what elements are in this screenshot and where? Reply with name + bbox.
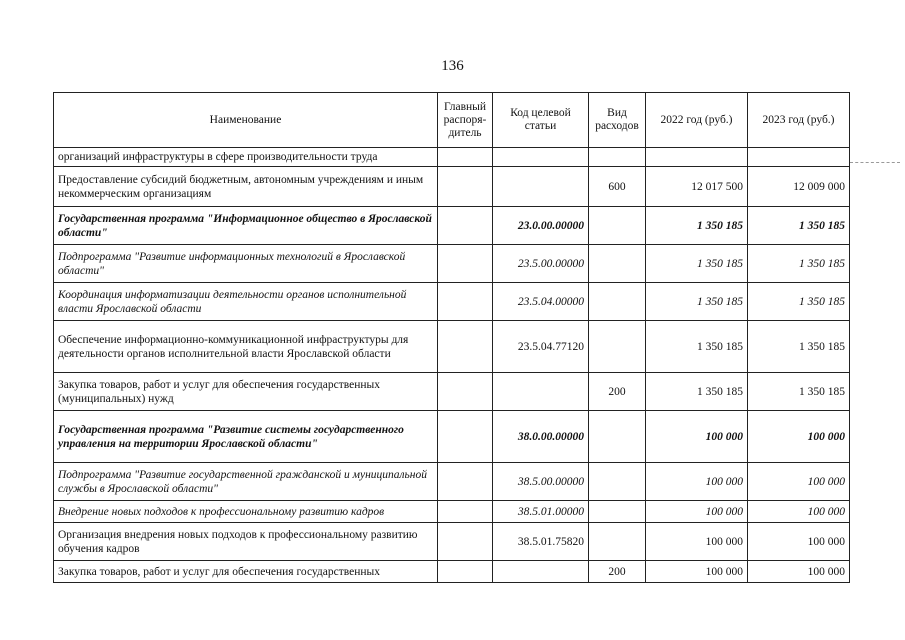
cell-code [493, 561, 589, 583]
table-row [54, 373, 850, 411]
cell-name: Внедрение новых подходов к профессиональному развитию кадров [54, 501, 438, 523]
cell-2022: 1 350 185 [646, 321, 748, 373]
cell-admin [438, 523, 493, 561]
cell-code: 38.5.01.00000 [493, 501, 589, 523]
cell-name: Закупка товаров, работ и услуг для обеспечения государственных [54, 561, 438, 583]
cell-2022: 100 000 [646, 411, 748, 463]
cell-kind: 600 [589, 167, 646, 207]
cell-name: Подпрограмма "Развитие информационных технологий в Ярославской области" [54, 245, 438, 283]
cell-name: организаций инфраструктуры в сфере производительности труда [54, 148, 438, 167]
cell-code: 38.0.00.00000 [493, 411, 589, 463]
cell-2023: 100 000 [748, 463, 850, 501]
cell-kind [589, 523, 646, 561]
budget-table [53, 92, 850, 583]
cell-2023: 1 350 185 [748, 245, 850, 283]
cell-admin [438, 411, 493, 463]
cell-2023: 1 350 185 [748, 321, 850, 373]
cell-name: Закупка товаров, работ и услуг для обеспечения государственных (муниципальных) нужд [54, 373, 438, 411]
header-2022: 2022 год (руб.) [646, 93, 748, 148]
cell-name: Организация внедрения новых подходов к профессиональному развитию обучения кадров [54, 523, 438, 561]
cell-name: Государственная программа "Информационное общество в Ярославской области" [54, 207, 438, 245]
cell-name: Предоставление субсидий бюджетным, автономным учреждениям и иным некоммерческим организациям [54, 167, 438, 207]
cell-2022: 1 350 185 [646, 245, 748, 283]
table-row [54, 207, 850, 245]
cell-2023: 100 000 [748, 501, 850, 523]
cell-admin [438, 245, 493, 283]
cell-2022: 100 000 [646, 501, 748, 523]
cell-2023: 100 000 [748, 561, 850, 583]
cell-2022: 12 017 500 [646, 167, 748, 207]
cell-kind [589, 411, 646, 463]
cell-2022 [646, 148, 748, 167]
table-header-row [54, 93, 850, 148]
cell-2023: 1 350 185 [748, 207, 850, 245]
cell-name: Государственная программа "Развитие системы государственного управления на территории Ярославской области" [54, 411, 438, 463]
cell-name: Обеспечение информационно-коммуникационной инфраструктуры для деятельности органов исполнительной власти Ярославской области [54, 321, 438, 373]
cell-admin [438, 463, 493, 501]
table-row [54, 245, 850, 283]
table-row [54, 561, 850, 583]
cell-code [493, 167, 589, 207]
continuation-dash-line [850, 162, 900, 163]
cell-admin [438, 501, 493, 523]
cell-kind [589, 501, 646, 523]
cell-2022: 1 350 185 [646, 283, 748, 321]
cell-2023: 100 000 [748, 523, 850, 561]
table-row [54, 283, 850, 321]
cell-kind [589, 283, 646, 321]
cell-kind [589, 207, 646, 245]
cell-code: 23.5.04.77120 [493, 321, 589, 373]
cell-2022: 1 350 185 [646, 207, 748, 245]
table-row [54, 523, 850, 561]
table-row [54, 148, 850, 167]
table-row [54, 167, 850, 207]
header-2023: 2023 год (руб.) [748, 93, 850, 148]
cell-2022: 100 000 [646, 463, 748, 501]
cell-code: 38.5.01.75820 [493, 523, 589, 561]
cell-2023: 100 000 [748, 411, 850, 463]
cell-2023: 1 350 185 [748, 373, 850, 411]
header-code: Код целевой статьи [493, 93, 589, 148]
header-admin: Главный распоря-дитель [438, 93, 493, 148]
cell-code [493, 373, 589, 411]
cell-kind: 200 [589, 373, 646, 411]
cell-2022: 1 350 185 [646, 373, 748, 411]
cell-admin [438, 561, 493, 583]
cell-2022: 100 000 [646, 523, 748, 561]
cell-code: 38.5.00.00000 [493, 463, 589, 501]
cell-name: Координация информатизации деятельности органов исполнительной власти Ярославской области [54, 283, 438, 321]
cell-kind [589, 148, 646, 167]
cell-kind [589, 321, 646, 373]
cell-admin [438, 373, 493, 411]
table-row [54, 321, 850, 373]
cell-code: 23.0.00.00000 [493, 207, 589, 245]
header-kind: Вид расходов [589, 93, 646, 148]
cell-kind [589, 245, 646, 283]
cell-2023: 1 350 185 [748, 283, 850, 321]
table-row [54, 501, 850, 523]
cell-name: Подпрограмма "Развитие государственной гражданской и муниципальной службы в Ярославской области" [54, 463, 438, 501]
cell-2023: 12 009 000 [748, 167, 850, 207]
cell-2022: 100 000 [646, 561, 748, 583]
cell-admin [438, 167, 493, 207]
cell-admin [438, 321, 493, 373]
cell-admin [438, 283, 493, 321]
cell-admin [438, 207, 493, 245]
header-name: Наименование [54, 93, 438, 148]
cell-kind [589, 463, 646, 501]
table-row [54, 411, 850, 463]
cell-kind: 200 [589, 561, 646, 583]
table-row [54, 463, 850, 501]
page-number: 136 [441, 58, 464, 74]
cell-admin [438, 148, 493, 167]
cell-2023 [748, 148, 850, 167]
cell-code [493, 148, 589, 167]
cell-code: 23.5.04.00000 [493, 283, 589, 321]
cell-code: 23.5.00.00000 [493, 245, 589, 283]
